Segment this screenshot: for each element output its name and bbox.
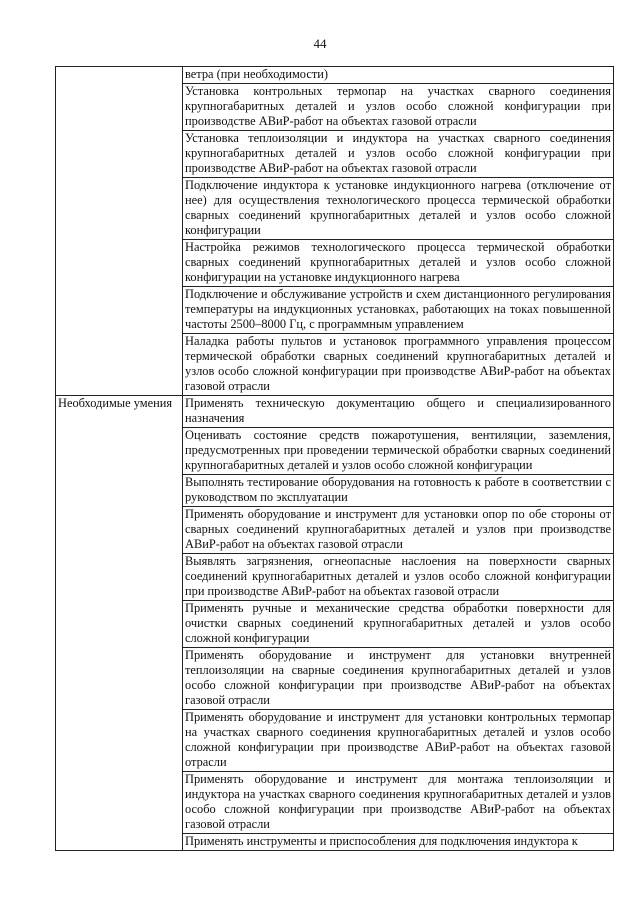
row-text-cell: ветра (при необходимости) xyxy=(183,67,614,84)
row-text-cell: Установка контрольных термопар на участках сварного соединения крупногабаритных деталей и узлов особо сложной конфигурации при производстве АВиР-работ на объектах газовой отрасли xyxy=(183,84,614,131)
requirements-table xyxy=(55,66,614,851)
table-row xyxy=(56,67,614,84)
row-text-cell: Применять инструменты и приспособления для подключения индуктора к xyxy=(183,834,614,851)
row-label-cell xyxy=(56,67,183,396)
row-text-cell: Настройка режимов технологического процесса термической обработки сварных соединений крупногабаритных деталей и узлов особо сложной конфигурации на установке индукционного нагрева xyxy=(183,240,614,287)
page-number: 44 xyxy=(313,36,327,51)
row-text-cell: Применять техническую документацию общего и специализированного назначения xyxy=(183,396,614,428)
row-text-cell: Подключение индуктора к установке индукционного нагрева (отключение от нее) для осуществления технологического процесса термической обработки сварных соединений крупногабаритных деталей и узлов особо сложной конфигурации xyxy=(183,178,614,240)
section-label-skills: Необходимые умения xyxy=(56,396,183,851)
row-text-cell: Выполнять тестирование оборудования на готовность к работе в соответствии с руководством по эксплуатации xyxy=(183,475,614,507)
row-text-cell: Наладка работы пультов и установок программного управления процессом термической обработки сварных соединений крупногабаритных деталей и узлов особо сложной конфигурации при производстве АВиР-работ на объектах газовой отрасли xyxy=(183,334,614,396)
row-text-cell: Применять оборудование и инструмент для установки контрольных термопар на участках сварного соединения крупногабаритных деталей и узлов особо сложной конфигурации при производстве АВиР-работ на объектах газовой отрасли xyxy=(183,710,614,772)
row-text-cell: Выявлять загрязнения, огнеопасные наслоения на поверхности сварных соединений крупногабаритных деталей и узлов особо сложной конфигурации при производстве АВиР-работ на объектах газовой отрасли xyxy=(183,554,614,601)
row-text-cell: Применять ручные и механические средства обработки поверхности для очистки сварных соединений крупногабаритных деталей и узлов особо сложной конфигурации xyxy=(183,601,614,648)
row-text-cell: Применять оборудование и инструмент для установки внутренней теплоизоляции на сварные соединения крупногабаритных деталей и узлов особо сложной конфигурации при производстве АВиР-работ на объектах газовой отрасли xyxy=(183,648,614,710)
table-row xyxy=(56,396,614,428)
row-text-cell: Установка теплоизоляции и индуктора на участках сварного соединения крупногабаритных деталей и узлов особо сложной конфигурации при производстве АВиР-работ на объектах газовой отрасли xyxy=(183,131,614,178)
row-text-cell: Оценивать состояние средств пожаротушения, вентиляции, заземления, предусмотренных при проведении термической обработки сварных соединений крупногабаритных деталей и узлов особо сложной конфигурации xyxy=(183,428,614,475)
row-text-cell: Применять оборудование и инструмент для установки опор по обе стороны от сварных соединений крупногабаритных деталей и узлов при производстве АВиР-работ на объектах газовой отрасли xyxy=(183,507,614,554)
row-text-cell: Подключение и обслуживание устройств и схем дистанционного регулирования температуры на индукционных установках, работающих на токах повышенной частоты 2500–8000 Гц, с программным управлением xyxy=(183,287,614,334)
row-text-cell: Применять оборудование и инструмент для монтажа теплоизоляции и индуктора на участках сварного соединения крупногабаритных деталей и узлов особо сложной конфигурации при производстве АВиР-работ на объектах газовой отрасли xyxy=(183,772,614,834)
